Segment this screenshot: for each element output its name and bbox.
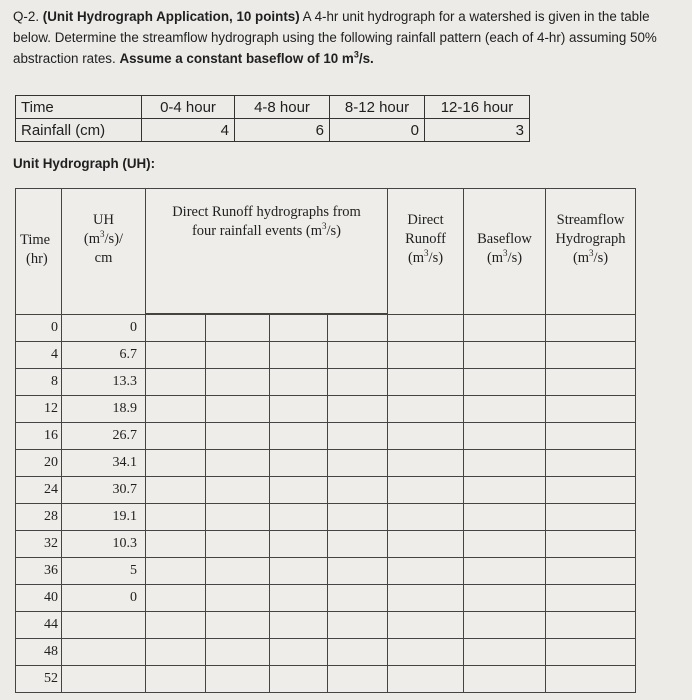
blank-cell [206, 638, 270, 665]
uh-value-cell: 6.7 [62, 341, 146, 368]
blank-cell [464, 422, 546, 449]
blank-cell [206, 422, 270, 449]
blank-cell [388, 341, 464, 368]
blank-cell [546, 368, 636, 395]
blank-cell [328, 422, 388, 449]
period-cell: 8-12 hour [330, 96, 425, 119]
time-header: Time (hr) [16, 189, 62, 314]
time-cell: 16 [16, 422, 62, 449]
blank-cell [206, 557, 270, 584]
blank-cell [270, 638, 328, 665]
blank-cell [328, 341, 388, 368]
rainfall-row-label: Rainfall (cm) [16, 119, 142, 142]
blank-cell [388, 314, 464, 341]
blank-cell [270, 530, 328, 557]
time-cell: 12 [16, 395, 62, 422]
blank-cell [546, 530, 636, 557]
blank-cell [546, 665, 636, 692]
table-row [16, 476, 636, 503]
blank-cell [546, 638, 636, 665]
blank-cell [464, 341, 546, 368]
time-cell: 0 [16, 314, 62, 341]
uh-header-row [16, 189, 636, 314]
blank-cell [388, 638, 464, 665]
blank-cell [206, 503, 270, 530]
time-cell: 52 [16, 665, 62, 692]
blank-cell [328, 611, 388, 638]
blank-cell [388, 368, 464, 395]
table-row [16, 368, 636, 395]
question-number: Q-2. [13, 9, 40, 24]
blank-cell [464, 395, 546, 422]
uh-value-cell: 34.1 [62, 449, 146, 476]
time-cell: 44 [16, 611, 62, 638]
blank-cell [464, 503, 546, 530]
blank-cell [270, 611, 328, 638]
blank-cell [270, 476, 328, 503]
blank-cell [388, 449, 464, 476]
uh-value-cell [62, 665, 146, 692]
blank-cell [270, 584, 328, 611]
uh-value-cell: 0 [62, 314, 146, 341]
blank-cell [388, 665, 464, 692]
direct-runoff-header: Direct Runoff $(m^3/s)$ [388, 189, 464, 314]
blank-cell [146, 395, 206, 422]
time-cell: 32 [16, 530, 62, 557]
uh-value-cell: 0 [62, 584, 146, 611]
baseflow-header: Baseflow $(m^3/s)$ [464, 189, 546, 314]
uh-value-cell: 19.1 [62, 503, 146, 530]
blank-cell [328, 314, 388, 341]
blank-cell [546, 557, 636, 584]
table-row [16, 584, 636, 611]
blank-cell [206, 530, 270, 557]
time-cell: 28 [16, 503, 62, 530]
blank-cell [546, 584, 636, 611]
blank-cell [146, 314, 206, 341]
uh-header: UH $(m^3/s)/$ cm [62, 189, 146, 314]
blank-cell [206, 368, 270, 395]
blank-cell [146, 368, 206, 395]
blank-cell [146, 638, 206, 665]
blank-cell [146, 557, 206, 584]
blank-cell [146, 665, 206, 692]
blank-cell [328, 557, 388, 584]
blank-cell [464, 611, 546, 638]
blank-cell [270, 368, 328, 395]
uh-value-cell: 5 [62, 557, 146, 584]
blank-cell [388, 584, 464, 611]
uh-value-cell: 30.7 [62, 476, 146, 503]
blank-cell [546, 611, 636, 638]
blank-cell [146, 530, 206, 557]
blank-cell [546, 395, 636, 422]
time-cell: 8 [16, 368, 62, 395]
uh-table-body [16, 314, 636, 692]
rainfall-cell: 3 [425, 119, 530, 142]
table-row [16, 557, 636, 584]
rainfall-cell: 4 [142, 119, 235, 142]
blank-cell [546, 476, 636, 503]
blank-cell [328, 530, 388, 557]
table-row [16, 341, 636, 368]
blank-cell [546, 314, 636, 341]
streamflow-header: Streamflow Hydrograph $(m^3/s)$ [546, 189, 636, 314]
blank-cell [206, 611, 270, 638]
baseflow-statement: Assume a constant baseflow of 10 $m^3/s$. [119, 49, 374, 66]
blank-cell [464, 557, 546, 584]
blank-cell [328, 503, 388, 530]
blank-cell [388, 611, 464, 638]
table-row [16, 422, 636, 449]
blank-cell [328, 395, 388, 422]
blank-cell [546, 503, 636, 530]
blank-cell [464, 665, 546, 692]
blank-cell [388, 503, 464, 530]
uh-value-cell: 18.9 [62, 395, 146, 422]
question-text [13, 6, 683, 69]
blank-cell [270, 665, 328, 692]
blank-cell [546, 449, 636, 476]
blank-cell [328, 449, 388, 476]
period-cell: 12-16 hour [425, 96, 530, 119]
table-row [16, 665, 636, 692]
blank-cell [146, 422, 206, 449]
direct-runoff-events-header: Direct Runoff hydrographs from four rainfall events $(m^3/s)$ [146, 189, 388, 314]
uh-value-cell [62, 611, 146, 638]
blank-cell [270, 503, 328, 530]
time-cell: 24 [16, 476, 62, 503]
blank-cell [464, 638, 546, 665]
question-heading: (Unit Hydrograph Application, 10 points) [42, 9, 300, 24]
blank-cell [270, 557, 328, 584]
blank-cell [270, 395, 328, 422]
blank-cell [270, 422, 328, 449]
unit-hydrograph-table [15, 188, 636, 693]
blank-cell [146, 476, 206, 503]
blank-cell [206, 314, 270, 341]
blank-cell [388, 422, 464, 449]
blank-cell [464, 449, 546, 476]
blank-cell [328, 368, 388, 395]
rainfall-table [15, 95, 530, 142]
blank-cell [464, 368, 546, 395]
blank-cell [388, 476, 464, 503]
table-row [16, 395, 636, 422]
blank-cell [206, 476, 270, 503]
table-row [16, 449, 636, 476]
rainfall-value-row [16, 119, 530, 142]
blank-cell [206, 665, 270, 692]
blank-cell [270, 314, 328, 341]
time-cell: 4 [16, 341, 62, 368]
blank-cell [328, 476, 388, 503]
table-row [16, 314, 636, 341]
time-row-label: Time [16, 96, 142, 119]
blank-cell [546, 422, 636, 449]
blank-cell [464, 476, 546, 503]
blank-cell [206, 449, 270, 476]
time-cell: 36 [16, 557, 62, 584]
rainfall-cell: 0 [330, 119, 425, 142]
blank-cell [146, 341, 206, 368]
blank-cell [146, 503, 206, 530]
blank-cell [464, 530, 546, 557]
uh-label: Unit Hydrograph (UH): [13, 156, 156, 171]
table-row [16, 611, 636, 638]
blank-cell [328, 665, 388, 692]
blank-cell [146, 449, 206, 476]
period-cell: 4-8 hour [235, 96, 330, 119]
uh-value-cell [62, 638, 146, 665]
period-cell: 0-4 hour [142, 96, 235, 119]
uh-value-cell: 13.3 [62, 368, 146, 395]
rainfall-time-row [16, 96, 530, 119]
blank-cell [464, 584, 546, 611]
blank-cell [328, 584, 388, 611]
blank-cell [206, 395, 270, 422]
rainfall-cell: 6 [235, 119, 330, 142]
blank-cell [328, 638, 388, 665]
blank-cell [464, 314, 546, 341]
time-cell: 48 [16, 638, 62, 665]
blank-cell [388, 395, 464, 422]
blank-cell [270, 449, 328, 476]
blank-cell [388, 557, 464, 584]
table-row [16, 638, 636, 665]
time-cell: 40 [16, 584, 62, 611]
blank-cell [206, 341, 270, 368]
blank-cell [146, 611, 206, 638]
blank-cell [546, 341, 636, 368]
table-row [16, 503, 636, 530]
blank-cell [388, 530, 464, 557]
blank-cell [146, 584, 206, 611]
question-body: A 4-hr unit hydrograph for a watershed is given in the table below. Determine the streamflow hydrograph using the following rainfall pattern (each of 4-hr) assuming 50% abstraction rates. [13, 9, 657, 66]
uh-value-cell: 26.7 [62, 422, 146, 449]
uh-value-cell: 10.3 [62, 530, 146, 557]
blank-cell [270, 341, 328, 368]
blank-cell [206, 584, 270, 611]
time-cell: 20 [16, 449, 62, 476]
table-row [16, 530, 636, 557]
